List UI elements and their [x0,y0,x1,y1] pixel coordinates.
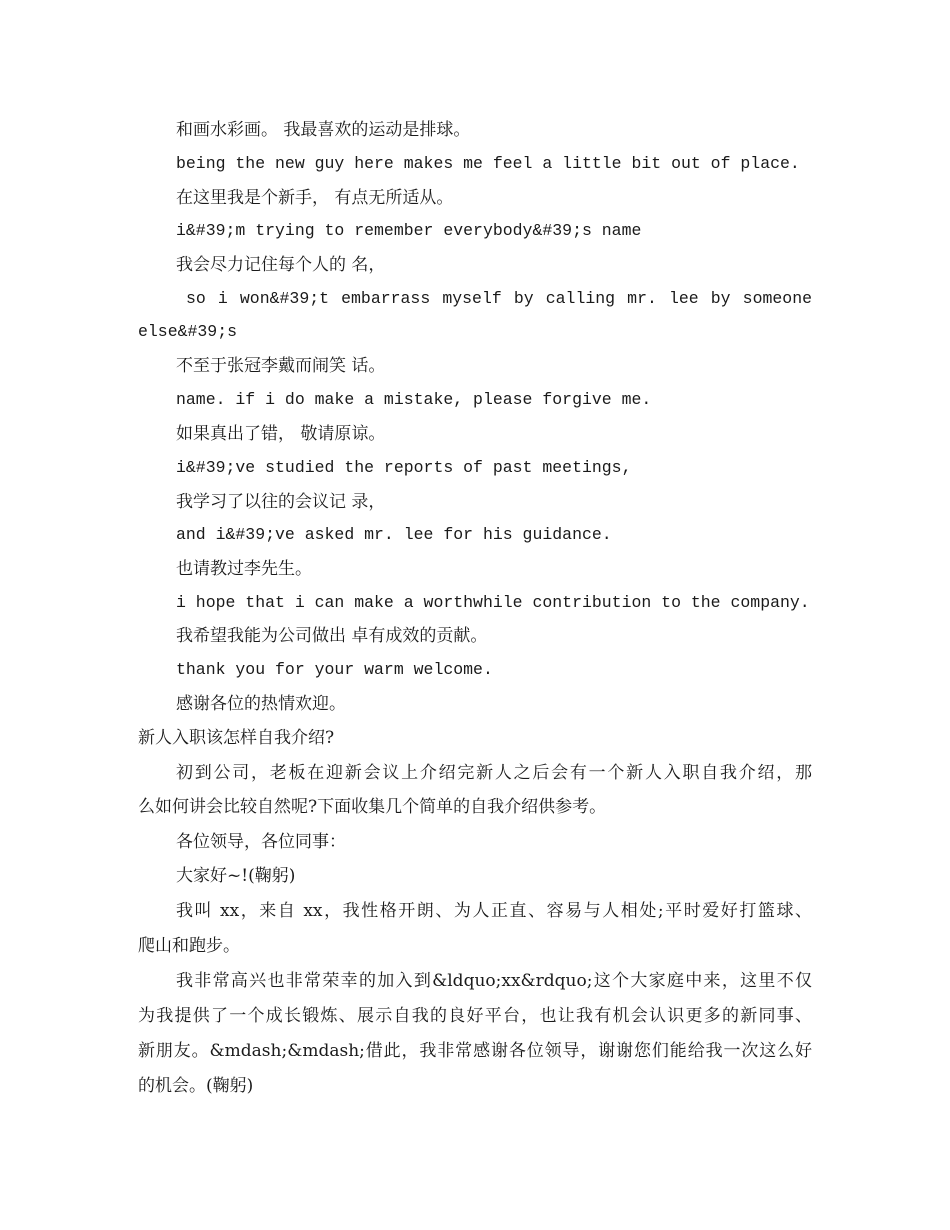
text-line: being the new guy here makes me feel a little bit out of place. [176,154,800,173]
text-line: name. if i do make a mistake, please forgive me. [176,390,652,409]
text-line: 各位领导，各位同事： [176,832,346,852]
text-line: 我会尽力记住每个人的 名， [176,255,386,275]
text-line: i hope that i can make a worthwhile contribution to the company. [176,593,810,612]
text-line: i&#39;m trying to remember everybody&#39;s name [176,221,642,240]
text-line: thank you for your warm welcome. [176,660,493,679]
text-line: 么如何讲会比较自然呢?下面收集几个简单的自我介绍供参考。 [138,797,607,817]
section-heading: 新人入职该怎样自我介绍? [138,728,335,748]
text-line: 也请教过李先生。 [176,559,312,579]
text-line: 为我提供了一个成长锻炼、展示自我的良好平台，也让我有机会认识更多的新同事、 [138,1006,812,1026]
text-line: 我希望我能为公司做出 卓有成效的贡献。 [176,626,488,646]
text-line: 新朋友。&mdash;&mdash;借此，我非常感谢各位领导，谢谢您们能给我一次这么好 [138,1041,812,1061]
text-line: 如果真出了错， 敬请原谅。 [176,424,386,444]
text-line: 不至于张冠李戴而闹笑 话。 [176,356,386,376]
text-line: 在这里我是个新手， 有点无所适从。 [176,188,454,208]
text-line: else&#39;s [138,322,238,341]
text-line: 的机会。(鞠躬) [138,1076,254,1096]
text-line: 初到公司，老板在迎新会议上介绍完新人之后会有一个新人入职自我介绍，那 [176,763,812,783]
text-line: i&#39;ve studied the reports of past meetings, [176,458,632,477]
text-line: 大家好~!(鞠躬) [176,866,296,886]
text-line: 爬山和跑步。 [138,936,240,956]
text-line: 和画水彩画。 我最喜欢的运动是排球。 [176,120,471,140]
text-line: 我非常高兴也非常荣幸的加入到&ldquo;xx&rdquo;这个大家庭中来，这里不仅 [176,971,812,991]
text-line: and i&#39;ve asked mr. lee for his guidance. [176,525,612,544]
text-line: 我学习了以往的会议记 录， [176,492,386,512]
text-line: 我叫 xx，来自 xx，我性格开朗、为人正直、容易与人相处;平时爱好打篮球、 [176,901,812,921]
text-line: so i won&#39;t embarrass myself by calling mr. lee by someone [186,289,812,308]
text-line: 感谢各位的热情欢迎。 [176,694,346,714]
